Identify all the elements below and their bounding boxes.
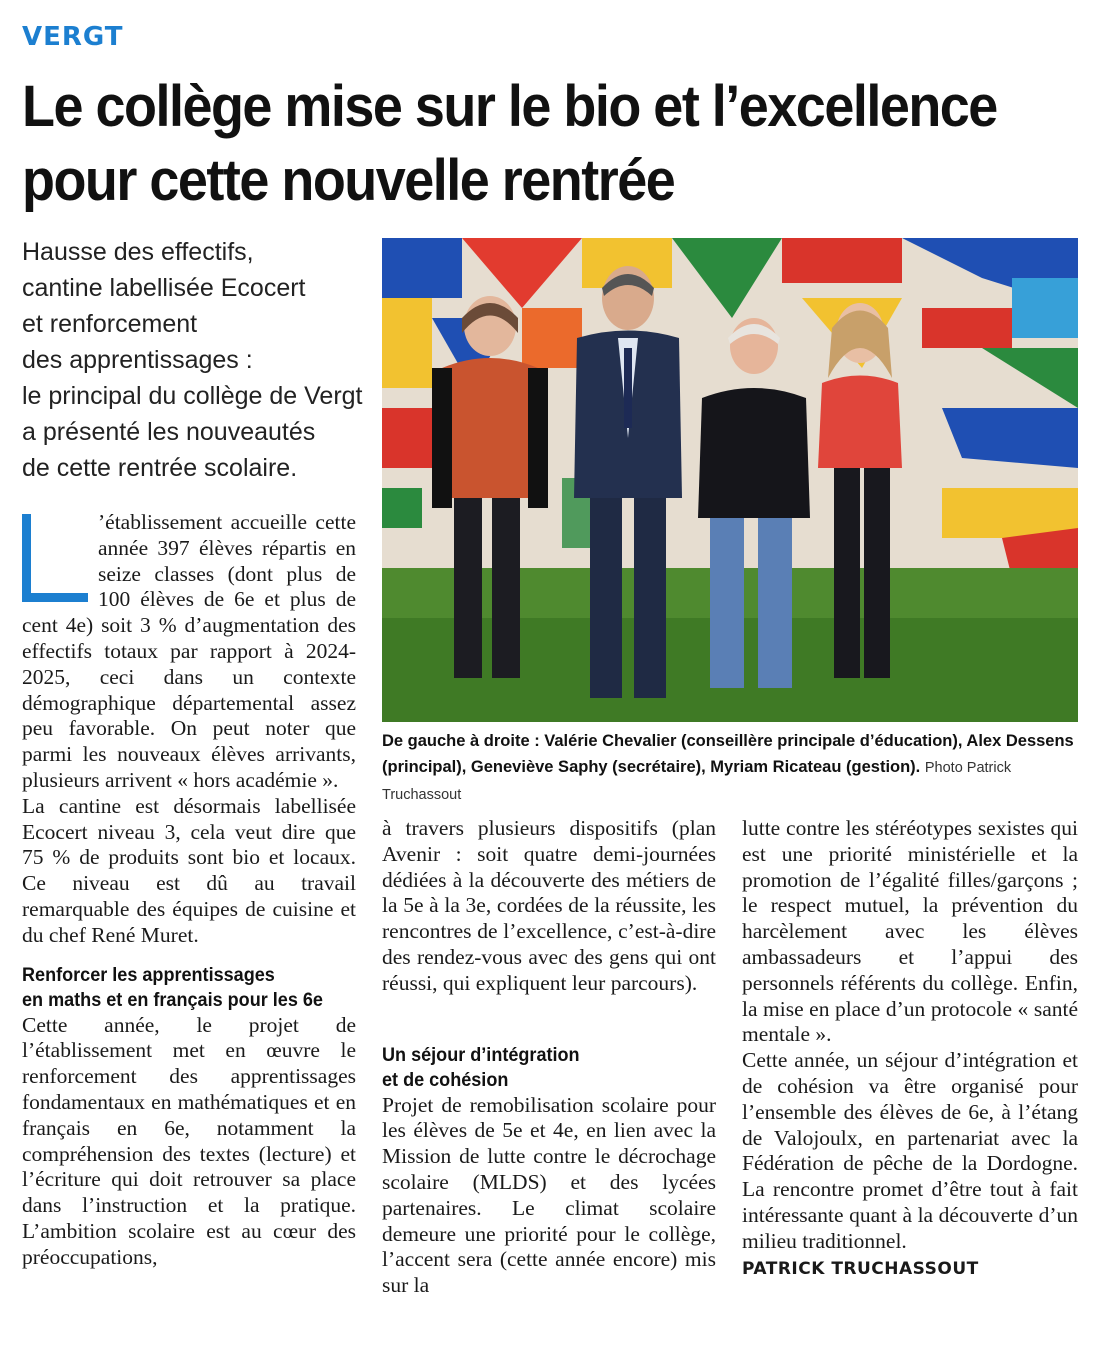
paragraph-text: à travers plusieurs dispositifs (plan Avenir : soit quatre demi-journées dédiées à la découverte des métiers de la 5e à la 3e, cordées de la réussite, les rencontres de l’excellence, c’est-à-dire des rendez-vous avec des gens qui ont réussi, qui expliquent leur parcours). [382, 816, 716, 995]
subheading [382, 1043, 699, 1093]
article-photo [382, 238, 1078, 722]
section-label: VERGT [22, 22, 124, 52]
paragraph-text: Cette année, un séjour d’intégration et de cohésion va être organisé pour l’ensemble des élèves de 6e, à l’étang de Valojoulx, en partenariat avec la Fédération de pêche de la Dordogne. La rencontre promet d’être tout à fait intéressante quant à la découverte d’un milieu traditionnel. [742, 1048, 1078, 1253]
photo-credit: Photo Patrick Truchassout [382, 760, 1012, 803]
dropcap-l [22, 510, 90, 602]
paragraph-text: Projet de remobilisation scolaire pour les élèves de 5e et 4e, en lien avec la Mission de lutte contre le décrochage scolaire (MLDS) et des lycées partenaires. Le climat scolaire demeure une priorité pour le collège, l’accent sera (cette année encore) mis sur la [382, 1092, 716, 1298]
caption-text: De gauche à droite : Valérie Chevalier (conseillère principale d’éducation), Alex Dessens (principal), Geneviève Saphy (secrétaire), Myriam Ricateau (gestion). [382, 732, 1074, 776]
paragraph-text: ’établissement accueille cette année 397 élèves répartis en seize classes (dont plus de 100 élèves de 6e et plus de cent 4e) soit 3 % d’augmentation des effectifs totaux par rapport à 2024-2025, ceci dans un contexte démographique départemental assez peu favorable. On peut noter que parmi les nouveaux élèves arrivants, plusieurs arrivent « hors académie ». [22, 510, 356, 792]
standfirst-line: des apprentissages : [22, 346, 253, 374]
subheading-line: Renforcer les apprentissages [22, 964, 275, 986]
subheading-line: en maths et en français pour les 6e [22, 989, 323, 1011]
paragraph-continued [382, 816, 716, 997]
subheading [22, 963, 339, 1013]
paragraph [22, 1013, 356, 1271]
standfirst-line: de cette rentrée scolaire. [22, 454, 298, 482]
paragraph [22, 794, 356, 949]
standfirst-line: a présenté les nouveautés [22, 418, 316, 446]
headline [22, 70, 1026, 218]
standfirst-line: Hausse des effectifs, [22, 238, 254, 266]
group-photo-illustration [382, 238, 1078, 722]
paragraph [382, 1093, 716, 1299]
paragraph [742, 1048, 1078, 1254]
byline: PATRICK TRUCHASSOUT [742, 1258, 979, 1279]
standfirst-line: le principal du collège de Vergt [22, 382, 363, 410]
paragraph-text: La cantine est désormais labellisée Ecocert niveau 3, cela veut dire que 75 % de produits sont bio et locaux. Ce niveau est dû au travail remarquable des équipes de cuisine et du chef René Muret. [22, 793, 356, 947]
standfirst [22, 234, 372, 486]
photo-caption [382, 728, 1082, 808]
standfirst-line: cantine labellisée Ecocert [22, 274, 306, 302]
standfirst-line: et renforcement [22, 310, 198, 338]
subheading-line: Un séjour d’intégration [382, 1044, 580, 1066]
headline-line: pour cette nouvelle rentrée [22, 148, 675, 213]
subheading-line: et de cohésion [382, 1069, 509, 1091]
article-column-1 [22, 510, 356, 1271]
paragraph-continued [742, 816, 1078, 1048]
article-column-3 [742, 816, 1078, 1282]
headline-line: Le collège mise sur le bio et l’excellence [22, 74, 997, 139]
article-column-2 [382, 816, 716, 1299]
paragraph-text: lutte contre les stéréotypes sexistes qui est une priorité ministérielle et la promotion de l’égalité filles/garçons ; le respect mutuel, la prévention du harcèlement avec les élèves ambassadeurs et l’appui des personnels référents du collège. Enfin, la mise en place d’un protocole « santé mentale ». [742, 816, 1078, 1047]
paragraph-text: Cette année, le projet de l’établissement met en œuvre le renforcement des apprentissages fondamentaux en mathématiques et en français en 6e, notamment la compréhension des textes (lecture) et l’écriture qui doit retrouver sa place dans l’instruction et la pratique. L’ambition scolaire est au cœur des préoccupations, [22, 1012, 356, 1269]
